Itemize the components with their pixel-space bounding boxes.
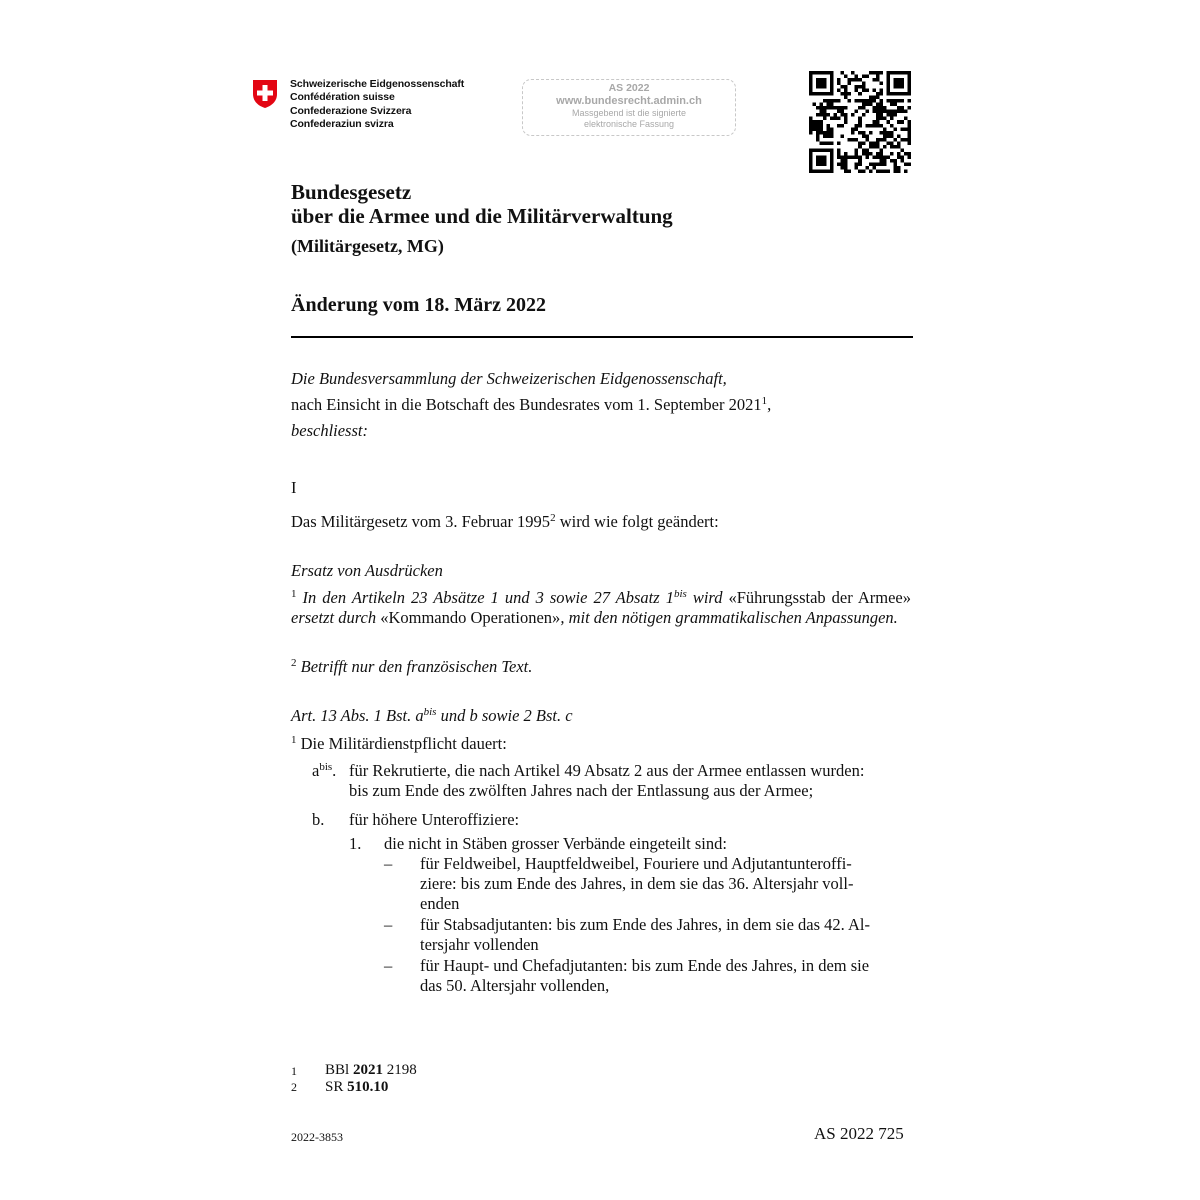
dash-item-1-line1: für Feldweibel, Hauptfeldweibel, Fouriere und Adjutantunteroffi- <box>420 854 852 873</box>
item-label-b: b. <box>312 810 325 829</box>
confederation-names <box>290 78 464 132</box>
footnote-1-b: 2198 <box>382 1062 417 1078</box>
para1-old-term: «Führungsstab der Armee» <box>728 588 911 607</box>
item-abis-dot: . <box>332 761 337 780</box>
item-abis-a: a <box>312 761 320 780</box>
stamp-line-note2: elektronische Fassung <box>583 119 675 129</box>
subhead2-sup: bis <box>423 706 437 718</box>
footnote-1-a: BBl <box>325 1062 353 1078</box>
dash-item-2-line2: tersjahr vollenden <box>420 935 539 954</box>
item-b1-text: die nicht in Stäben grosser Verbände eingeteilt sind: <box>384 834 727 853</box>
dash-item-2-line1: für Stabsadjutanten: bis zum Ende des Jahres, in dem sie das 42. Al- <box>420 915 870 934</box>
item-b-text: für höhere Unteroffiziere: <box>349 810 520 829</box>
item-abis-line2: bis zum Ende des zwölften Jahres nach der Entlassung aus der Armee; <box>349 781 814 800</box>
qr-code-icon[interactable] <box>809 71 911 173</box>
para1-text-a: In den Artikeln 23 Absätze 1 und 3 sowie 27 Absatz 1 <box>296 588 674 607</box>
preamble-message <box>291 395 771 415</box>
dash-item-1-line3: enden <box>420 894 460 913</box>
footnote-1-bold: 2021 <box>352 1062 383 1078</box>
para3-text: Die Militärdienstpflicht dauert: <box>296 734 507 753</box>
amendment-date: Änderung vom 18. März 2022 <box>291 294 546 316</box>
title-divider <box>291 336 913 338</box>
publication-stamp <box>522 79 736 136</box>
dash-item-3-line2: das 50. Altersjahr vollenden, <box>420 976 610 995</box>
dash-item-3-line1: für Haupt- und Chefadjutanten: bis zum Ende des Jahres, in dem sie <box>420 956 870 975</box>
item-abis-sup: bis <box>319 761 333 773</box>
paragraph-number: 1 <box>291 588 297 600</box>
footnote-2-a: SR <box>325 1079 348 1095</box>
stamp-line-as: AS 2022 <box>608 82 650 94</box>
confederation-line-it: Confederazione Svizzera <box>290 104 412 117</box>
law-title-line2: über die Armee und die Militärverwaltung <box>291 204 673 228</box>
section-intro <box>291 512 719 532</box>
footnote-ref-1[interactable]: 1 <box>761 395 768 407</box>
paragraph-replacement-2 <box>291 657 532 677</box>
para2-text: Betrifft nur den französischen Text. <box>296 657 533 676</box>
para1-new-term: «Kommando Operationen» <box>380 608 561 627</box>
paragraph-number: 2 <box>291 657 297 669</box>
stamp-line-url[interactable]: www.bundesrecht.admin.ch <box>556 95 702 107</box>
document-id: 2022-3853 <box>291 1130 343 1144</box>
dash-item-1-line2: ziere: bis zum Ende des Jahres, in dem sie das 36. Altersjahr voll- <box>420 874 854 893</box>
law-short-title: (Militärgesetz, MG) <box>291 236 444 256</box>
paragraph-number: 1 <box>291 734 297 746</box>
dash-bullet: – <box>384 854 393 873</box>
stamp-line-note: Massgebend ist die signierte <box>571 108 687 118</box>
page-reference: AS 2022 725 <box>814 1124 904 1143</box>
footnote-number-2: 2 <box>291 1080 297 1094</box>
para1-text-b: wird <box>686 588 729 607</box>
footnote-ref-2[interactable]: 2 <box>550 512 556 524</box>
dash-bullet: – <box>384 956 393 975</box>
footnote-number-1: 1 <box>291 1064 297 1078</box>
item-abis-line1: für Rekrutierte, die nach Artikel 49 Absatz 2 aus der Armee entlassen wurden: <box>349 761 865 780</box>
confederation-line-fr: Confédération suisse <box>290 91 395 104</box>
paragraph-service-duty <box>291 734 507 754</box>
subheading-replacement: Ersatz von Ausdrücken <box>291 561 443 580</box>
para1-text-f: , mit den nötigen grammatikalischen Anpassungen. <box>560 608 898 627</box>
preamble-assembly: Die Bundesversammlung der Schweizerischen Eidgenossenschaft, <box>291 369 727 388</box>
subheading-article-13 <box>291 706 573 726</box>
para1-text-d: ersetzt durch <box>291 608 381 627</box>
confederation-line-rm: Confederaziun svizra <box>290 118 394 131</box>
section-intro-text: Das Militärgesetz vom 3. Februar 1995 <box>291 512 551 531</box>
swiss-cross-icon <box>252 79 278 109</box>
item-label-b1: 1. <box>349 834 362 853</box>
law-title-line1: Bundesgesetz <box>291 180 412 204</box>
footnote-2-bold: 510.10 <box>347 1079 389 1095</box>
dash-bullet: – <box>384 915 393 934</box>
item-label-abis <box>312 761 336 781</box>
paragraph-replacement-1 <box>291 588 911 628</box>
section-intro-end: wird wie folgt geändert: <box>555 512 719 531</box>
confederation-line-de: Schweizerische Eidgenossenschaft <box>290 78 465 90</box>
para1-sup: bis <box>673 588 687 600</box>
preamble-resolves: beschliesst: <box>291 421 368 440</box>
subhead2-text-b: und b sowie 2 Bst. c <box>436 706 573 725</box>
section-number: I <box>291 478 297 497</box>
law-title <box>291 180 673 228</box>
footnote-text-2 <box>325 1079 388 1096</box>
footnote-text-1 <box>325 1062 417 1079</box>
subhead2-text-a: Art. 13 Abs. 1 Bst. a <box>291 706 424 725</box>
preamble-message-end: , <box>767 395 772 414</box>
preamble-message-text: nach Einsicht in die Botschaft des Bundesrates vom 1. September 2021 <box>291 395 762 414</box>
